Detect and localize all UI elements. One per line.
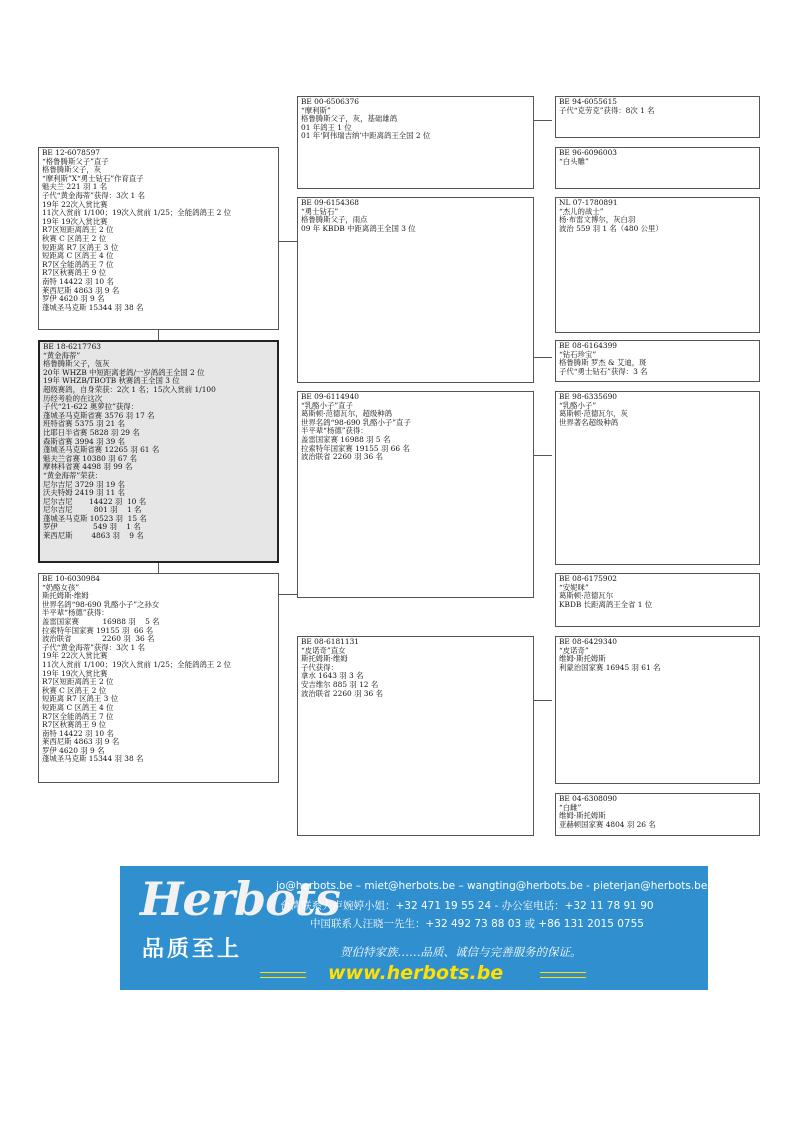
pedigree-line: 维姆·斯托姆斯 [559, 811, 606, 821]
pedigree-line: 世界名鸽“98-690 乳酪小子”直子 [301, 417, 411, 427]
pedigree-line: 秋赛 C 区鸽王 2 位 [42, 685, 107, 695]
ring-number: BE 09-6114940 [301, 392, 359, 401]
ring-number: BE 08-6175902 [559, 574, 617, 583]
phone-taiwan: 台湾联系人卢婉婷小姐：+32 471 19 55 24 - 办公室电话：+32 11 78 91 90 [280, 900, 654, 912]
connector [533, 120, 552, 121]
granddam-2-box [297, 636, 534, 836]
pedigree-line: 蓬城圣马克斯 10523 羽 15 名 [43, 513, 147, 523]
pedigree-line: 罗伊 549 羽 1 名 [43, 522, 141, 532]
pedigree-line: “摩利斯”X“勇士钻石”作育直子 [42, 173, 144, 183]
pedigree-line: 葛斯顿·范德瓦尔 [559, 591, 614, 601]
herbots-logo: Herbots [140, 872, 340, 926]
pedigree-line: 子代“克劳克”获得：8次 1 名 [559, 105, 655, 115]
tagline: 贺伯特家族……品质、诚信与完善服务的保证。 [340, 945, 582, 959]
dam-box [38, 573, 279, 783]
pedigree-line: 蓬城圣马克斯 15344 羽 38 名 [42, 754, 144, 764]
pedigree-line: 拿水 1643 羽 3 名 [301, 671, 364, 681]
pedigree-line: R7区短距离鸽王 2 位 [42, 677, 114, 687]
pedigree-line: 安吉维尔 885 羽 12 名 [301, 679, 379, 689]
pedigree-line: 斯托姆斯·维姆 [42, 591, 89, 601]
pedigree-line: R7区秋赛鸽王 9 位 [42, 720, 107, 730]
pedigree-line: “勇士钻石” [301, 206, 339, 216]
decorative-line-right [540, 972, 586, 978]
pedigree-line: “黄金海蒂” [43, 350, 81, 360]
pedigree-line: 半平辈“杨德”获得： [301, 426, 368, 436]
pedigree-line: “乳酪小子”直子 [301, 400, 353, 410]
pedigree-line: 11次入赏前 1/100；19次入赏前 1/25；全能鸽鸽王 2 位 [42, 208, 232, 218]
pedigree-line: 格鲁腾斯 罗杰 & 艾迪，斑 [559, 358, 647, 368]
pedigree-line: 波治联省 2260 羽 36 名 [42, 634, 155, 644]
ggparent-7-box [555, 636, 760, 784]
pedigree-line: 盖雷国家赛 16988 羽 5 名 [301, 434, 391, 444]
pedigree-line: 南特 14422 羽 10 名 [42, 728, 114, 738]
pedigree-line: 莱西尼斯 4863 羽 9 名 [43, 531, 144, 541]
pedigree-line: 格鲁腾斯父子，瓴灰 [43, 359, 110, 369]
pedigree-line: 杨·布雷文博尔，灰白羽 [559, 215, 636, 225]
pedigree-line: 葛斯顿·范德瓦尔，灰 [559, 409, 628, 419]
pedigree-line: 短距离 R7 区鸽王 3 位 [42, 694, 119, 704]
pedigree-line: 波治联省 2260 羽 36 名 [301, 452, 383, 462]
pedigree-line: 维姆·斯托姆斯 [559, 654, 606, 664]
ring-number: BE 12-6078597 [42, 148, 100, 157]
pedigree-line: “安妮咪” [559, 582, 589, 592]
pedigree-line: “皮诺奇”直女 [301, 645, 346, 655]
pedigree-line: 班特省赛 5375 羽 21 名 [43, 419, 125, 429]
pedigree-line: 19年 22次入赏比赛 [42, 199, 108, 209]
pedigree-line: 09 年 KBDB 中距离鸽王全国 3 位 [301, 223, 416, 233]
subject-box [38, 340, 279, 563]
ggparent-6-box [555, 573, 760, 627]
pedigree-line: 葛斯顿·范德瓦尔，超级种鸽 [301, 409, 393, 419]
connector [158, 330, 159, 340]
grandsire-2-box [297, 391, 534, 598]
ggparent-5-box [555, 391, 760, 565]
pedigree-line: 格鲁腾斯父子，雨点 [301, 215, 368, 225]
pedigree-line: 摩林科省赛 4498 羽 99 名 [43, 462, 133, 472]
pedigree-line: 11次入赏前 1/100；19次入赏前 1/25；全能鸽鸽王 2 位 [42, 659, 232, 669]
pedigree-line: 19年 WHZB/TBOTB 秋赛鸽王全国 3 位 [43, 376, 180, 386]
pedigree-line: “乳酪小子” [559, 400, 597, 410]
granddam-1-box [297, 197, 534, 383]
pedigree-line: 蓬城圣马克斯省赛 12265 羽 61 名 [43, 445, 160, 455]
pedigree-line: 魁夫兰省赛 10380 羽 67 名 [43, 453, 138, 463]
ggparent-1-box [555, 96, 760, 138]
pedigree-line: 魁夫兰 221 羽 1 名 [42, 182, 108, 192]
email-contacts[interactable]: jo@herbots.be – miet@herbots.be – wangting@herbots.be - pieterjan@herbots.be [276, 880, 708, 892]
pedigree-line: 尼尔吉尼 801 羽 1 名 [43, 505, 142, 515]
pedigree-line: 蓬城圣马克斯 15344 羽 38 名 [42, 302, 144, 312]
pedigree-line: 半平辈“杨德”获得： [42, 608, 109, 618]
pedigree-line: 利蒙治国家赛 16945 羽 61 名 [559, 662, 661, 672]
pedigree-line: “黄金海蒂”荣获： [43, 470, 103, 480]
ring-number: BE 18-6217763 [43, 342, 101, 351]
ring-number: NL 07-1780891 [559, 198, 618, 207]
decorative-line-left [260, 972, 306, 978]
pedigree-line: 20年 WHZB 中短距离老鸽/一岁鸽鸽王全国 2 位 [43, 367, 205, 377]
ring-number: BE 00-6506376 [301, 97, 359, 106]
pedigree-line: 斯托姆斯·维姆 [301, 654, 348, 664]
website-link[interactable]: www.herbots.be [328, 962, 504, 984]
ggparent-3-box [555, 197, 760, 333]
connector [158, 563, 159, 573]
ggparent-2-box [555, 147, 760, 189]
pedigree-line: 19年 19次入赏比赛 [42, 216, 108, 226]
sire-box [38, 147, 279, 330]
ring-number: BE 08-6164399 [559, 341, 617, 350]
pedigree-line: “杰儿的战士” [559, 206, 604, 216]
pedigree-line: 格鲁腾斯父子，灰 [42, 165, 102, 175]
pedigree-line: 尼尔吉尼 3729 羽 19 名 [43, 479, 125, 489]
pedigree-line: 沃夫特姆 2419 羽 11 名 [43, 488, 125, 498]
ring-number: BE 04-6308090 [559, 794, 617, 803]
pedigree-line: “摩利斯” [301, 105, 331, 115]
pedigree-line: 格鲁腾斯父子，灰，基础雄鸽 [301, 114, 398, 124]
pedigree-line: 盖雷国家赛 16988 羽 5 名 [42, 616, 160, 626]
ring-number: BE 08-6429340 [559, 637, 617, 646]
pedigree-line: “皮诺奇” [559, 645, 589, 655]
pedigree-line: 历经考验的在这次 [43, 393, 103, 403]
pedigree-line: “钻石珍宝” [559, 349, 597, 359]
connector [533, 700, 552, 701]
ring-number: BE 94-6055615 [559, 97, 617, 106]
pedigree-line: 森斯省赛 3994 羽 39 名 [43, 436, 125, 446]
pedigree-line: R7区全能鸽鸽王 7 位 [42, 259, 114, 269]
pedigree-line: 亚赫顿国家赛 4804 羽 26 名 [559, 819, 656, 829]
pedigree-line: 罗伊 4620 羽 9 名 [42, 745, 105, 755]
pedigree-line: KBDB 长距离鸽王全省 1 位 [559, 599, 653, 609]
pedigree-line: 波治 559 羽 1 名（480 公里） [559, 223, 663, 233]
pedigree-line: 拉索特年国家赛 19155 羽 66 名 [301, 443, 410, 453]
pedigree-line: 罗伊 4620 羽 9 名 [42, 294, 105, 304]
connector [278, 594, 297, 595]
pedigree-line: 波治联省 2260 羽 36 名 [301, 688, 383, 698]
pedigree-line: “格鲁腾斯父子”直子 [42, 156, 109, 166]
ring-number: BE 98-6335690 [559, 392, 617, 401]
pedigree-line: 19年 22次入赏比赛 [42, 651, 108, 661]
ring-number: BE 09-6154368 [301, 198, 359, 207]
pedigree-line: 蓬城圣马克斯省赛 3576 羽 17 名 [43, 410, 155, 420]
connector [533, 455, 552, 456]
pedigree-line: 超级赛鸽，自身荣获：2次 1 名；15次入赏前 1/100 [43, 384, 216, 394]
pedigree-line: 短距离 R7 区鸽王 3 位 [42, 242, 119, 252]
pedigree-line: 拉索特年国家赛 19155 羽 66 名 [42, 625, 154, 635]
pedigree-line: 世界著名超级种鸽 [559, 417, 619, 427]
pedigree-line: R7区全能鸽鸽王 7 位 [42, 711, 114, 721]
herbots-banner [120, 866, 708, 990]
pedigree-line: 短距离 C 区鸽王 4 位 [42, 702, 114, 712]
grandsire-1-box [297, 96, 534, 189]
pedigree-line: 世界名鸽“98-690 乳酪小子”之孙女 [42, 599, 160, 609]
pedigree-line: 短距离 C 区鸽王 4 位 [42, 251, 114, 261]
pedigree-line: “白头雕” [559, 156, 589, 166]
connector [533, 357, 552, 358]
pedigree-line: R7区秋赛鸽王 9 位 [42, 268, 107, 278]
ggparent-4-box [555, 340, 760, 382]
ring-number: BE 96-6096003 [559, 148, 617, 157]
phone-china: 中国联系人汪晓一先生：+32 492 73 88 03 或 +86 131 2015 0755 [310, 918, 644, 930]
pedigree-line: 莱西尼斯 4863 羽 9 名 [42, 285, 120, 295]
ring-number: BE 08-6181131 [301, 637, 359, 646]
pedigree-line: “奶酪女孩” [42, 582, 80, 592]
pedigree-line: 子代“黄金海蒂”获得：3次 1 名 [42, 190, 145, 200]
pedigree-line: 01 年鸽王 1 位 [301, 122, 352, 132]
slogan: 品质至上 [142, 936, 243, 962]
pedigree-line: 子代“黄金海蒂”获得：3次 1 名 [42, 642, 145, 652]
pedigree-line: 19年 19次入赏比赛 [42, 668, 108, 678]
pedigree-line: R7区短距离鸽王 2 位 [42, 225, 114, 235]
connector [278, 241, 297, 242]
pedigree-line: 尼尔吉尼 14422 羽 10 名 [43, 496, 147, 506]
pedigree-line: 莱西尼斯 4863 羽 9 名 [42, 737, 120, 747]
pedigree-line: 子代“21-622 奥萝拉”获得： [43, 402, 139, 412]
ggparent-8-box [555, 793, 760, 836]
pedigree-line: 子代“勇士钻石”获得：3 名 [559, 366, 648, 376]
pedigree-line: 01 年‘阿伟瑞吉纳’中距离鸽王全国 2 位 [301, 131, 431, 141]
pedigree-line: 南特 14422 羽 10 名 [42, 276, 114, 286]
pedigree-line: 子代获得： [301, 662, 338, 672]
ring-number: BE 10-6030984 [42, 574, 100, 583]
pedigree-line: 秋赛 C 区鸽王 2 位 [42, 233, 107, 243]
pedigree-line: “白雌” [559, 802, 582, 812]
pedigree-line: 比耶日半省赛 5828 羽 29 名 [43, 427, 140, 437]
